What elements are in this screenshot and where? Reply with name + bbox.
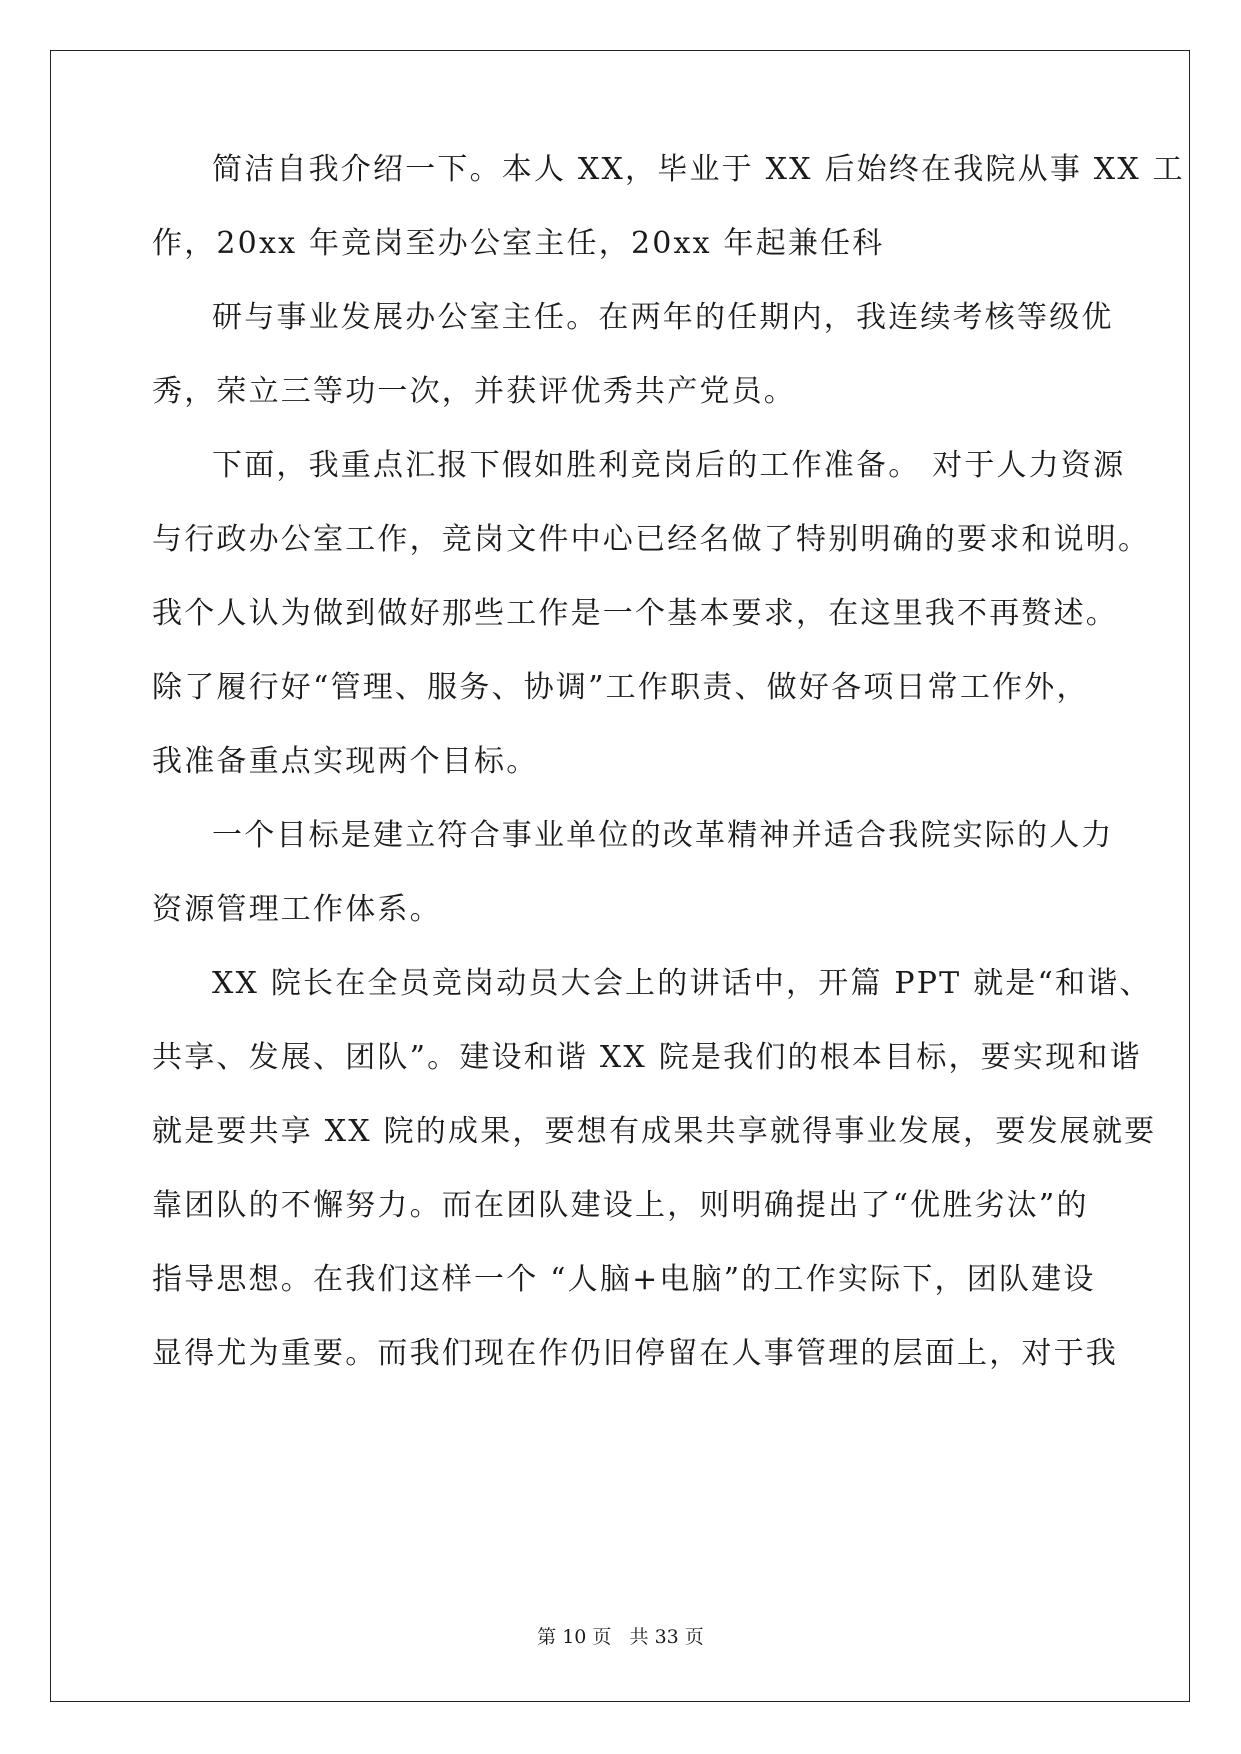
paragraph-line: 我个人认为做到做好那些工作是一个基本要求，在这里我不再赘述。: [152, 596, 1118, 631]
page-footer: 第 10 页 共 33 页: [537, 1626, 704, 1648]
paragraph-line: 研与事业发展办公室主任。在两年的任期内，我连续考核等级优: [212, 300, 1114, 335]
paragraph-line: 下面，我重点汇报下假如胜利竞岗后的工作准备。 对于人力资源: [212, 448, 1126, 483]
paragraph-line: 指导思想。在我们这样一个 “人脑+电脑”的工作实际下，团队建设: [152, 1262, 1096, 1297]
paragraph-line: 除了履行好“管理、服务、协调”工作职责、做好各项日常工作外，: [152, 670, 1089, 705]
paragraph-line: 秀，荣立三等功一次，并获评优秀共产党员。: [152, 374, 796, 409]
paragraph-line: 一个目标是建立符合事业单位的改革精神并适合我院实际的人力: [212, 818, 1114, 853]
paragraph-line: 就是要共享 XX 院的成果，要想有成果共享就得事业发展，要发展就要: [152, 1114, 1157, 1149]
paragraph-line: 简洁自我介绍一下。本人 XX，毕业于 XX 后始终在我院从事 XX 工: [212, 152, 1185, 187]
paragraph-line: 与行政办公室工作，竞岗文件中心已经名做了特别明确的要求和说明。: [152, 522, 1151, 557]
paragraph-line: 显得尤为重要。而我们现在作仍旧停留在人事管理的层面上，对于我: [152, 1336, 1118, 1371]
paragraph-line: 资源管理工作体系。: [152, 892, 442, 927]
paragraph-line: 我准备重点实现两个目标。: [152, 744, 539, 779]
paragraph-line: 靠团队的不懈努力。而在团队建设上，则明确提出了“优胜劣汰”的: [152, 1188, 1089, 1223]
paragraph-line: 作，20xx 年竞岗至办公室主任，20xx 年起兼任科: [152, 226, 885, 261]
paragraph-line: 共享、发展、团队”。建设和谐 XX 院是我们的根本目标，要实现和谐: [152, 1040, 1142, 1075]
paragraph-line: XX 院长在全员竞岗动员大会上的讲话中，开篇 PPT 就是“和谐、: [212, 966, 1152, 1001]
